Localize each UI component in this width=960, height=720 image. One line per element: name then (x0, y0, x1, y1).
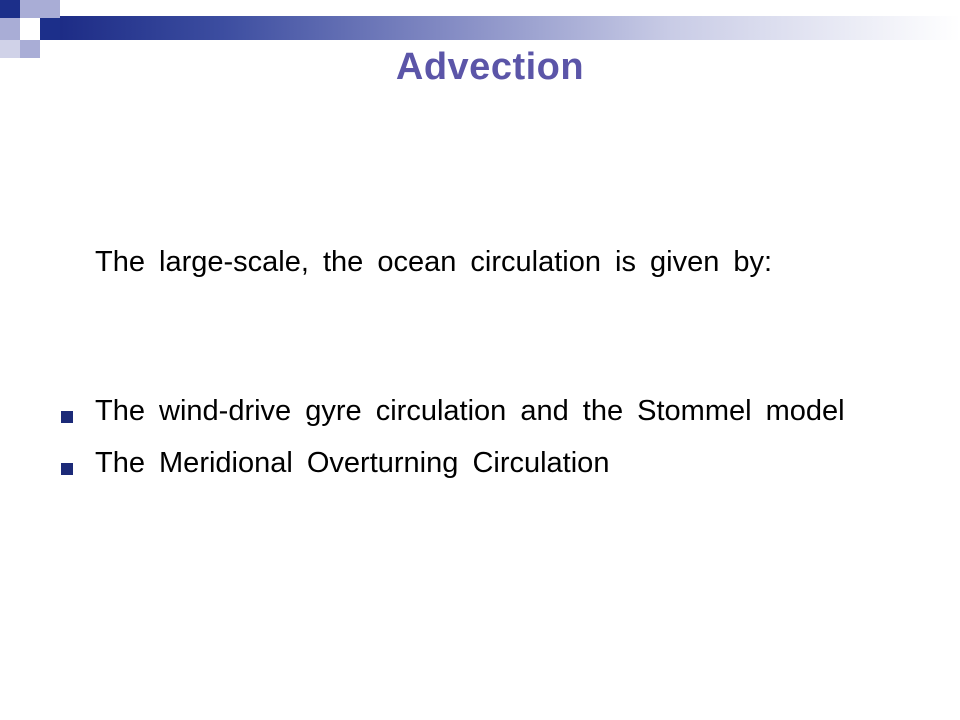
deco-square (40, 18, 60, 40)
bullet-list (60, 392, 900, 496)
deco-square (40, 0, 60, 18)
slide-title: Advection (395, 46, 585, 88)
list-item (60, 392, 900, 430)
intro-text: The large-scale, the ocean circulation is given by: (95, 246, 773, 278)
bullet-text: The Meridional Overturning Circulation (95, 447, 610, 479)
bullet-square-icon (61, 463, 73, 475)
header-gradient-bar (60, 16, 960, 40)
list-item (60, 444, 900, 482)
deco-square (0, 0, 20, 18)
bullet-square-icon (61, 411, 73, 423)
deco-square (20, 0, 40, 18)
bullet-text: The wind-drive gyre circulation and the Stommel model (95, 395, 845, 427)
deco-square (0, 18, 20, 40)
